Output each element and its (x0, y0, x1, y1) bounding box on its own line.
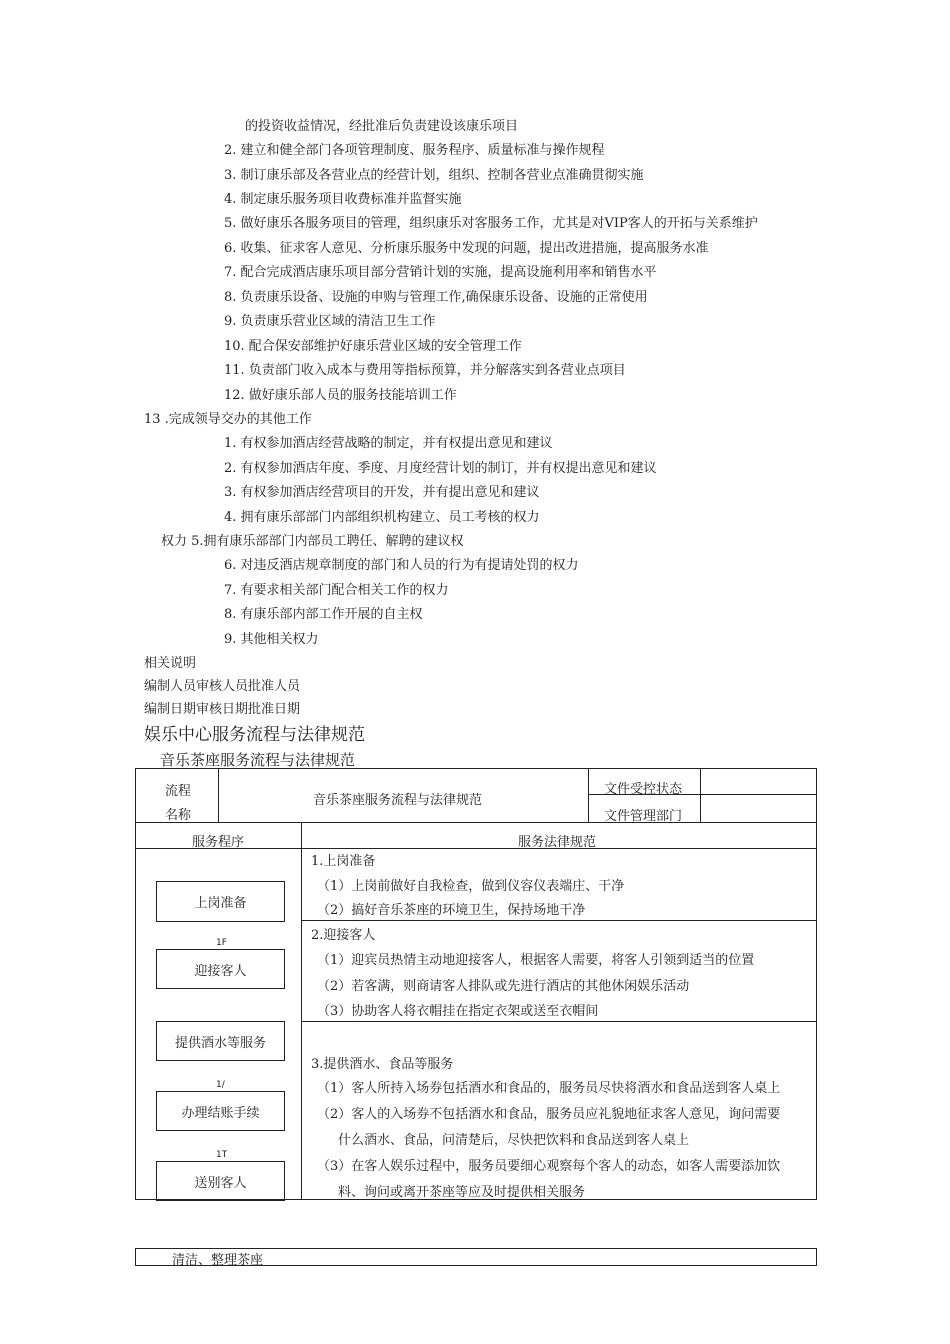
power-item: 1. 有权参加酒店经营战略的制定，并有权提出意见和建议 (224, 436, 553, 451)
table-divider (301, 920, 817, 921)
norm-item: 料、询问或离开茶座等应及时提供相关服务 (338, 1185, 586, 1200)
duty-item: 8. 负责康乐设备、设施的申购与管理工作,确保康乐设备、设施的正常使用 (224, 290, 648, 305)
flow-arrow-mark: 1F (216, 938, 227, 948)
main-title: 娱乐中心服务流程与法律规范 (144, 725, 365, 745)
flow-step-box (156, 1161, 285, 1201)
norm-item: （3）在客人娱乐过程中，服务员要细心观察每个客人的动态，如客人需要添加饮 (317, 1159, 781, 1174)
flow-step-label: 迎接客人 (194, 963, 247, 979)
norm-item: （1）上岗前做好自我检查，做到仪容仪表端庄、干净 (317, 879, 625, 894)
sign-row-dates: 编制日期审核日期批准日期 (144, 702, 301, 717)
flow-step-box (156, 949, 285, 989)
table-divider (301, 1021, 817, 1022)
duty-item-13: 13 .完成领导交办的其他工作 (144, 412, 312, 427)
sign-row-people: 编制人员审核人员批准人员 (144, 679, 301, 694)
related-notes: 相关说明 (144, 656, 197, 671)
flow-name: 音乐茶座服务流程与法律规范 (313, 793, 483, 808)
power-item-5: 权力 5.拥有康乐部部门内部员工聘任、解聘的建议权 (161, 534, 464, 549)
duty-item: 7. 配合完成酒店康乐项目部分营销计划的实施，提高设施利用率和销售水平 (224, 265, 657, 280)
duty-item: 6. 收集、征求客人意见、分析康乐服务中发现的问题，提出改进措施，提高服务水准 (224, 241, 709, 256)
sub-title: 音乐茶座服务流程与法律规范 (160, 751, 356, 769)
norm-item: （2）搞好音乐茶座的环境卫生，保持场地干净 (317, 903, 586, 918)
duty-item: 5. 做好康乐各服务项目的管理，组织康乐对客服务工作，尤其是对VIP客人的开拓与关系维护 (224, 216, 758, 231)
duty-item: 4. 制定康乐服务项目收费标准并监督实施 (224, 192, 462, 207)
duty-item: 11. 负责部门收入成本与费用等指标预算，并分解落实到各营业点项目 (224, 363, 626, 378)
norm-item: （1）客人所持入场券包括酒水和食品的，服务员尽快将酒水和食品送到客人桌上 (317, 1081, 781, 1096)
power-item: 9. 其他相关权力 (224, 632, 319, 647)
table-divider (700, 768, 701, 822)
flow-step-box (156, 881, 285, 922)
power-item: 8. 有康乐部内部工作开展的自主权 (224, 607, 423, 622)
table-divider (301, 822, 302, 1200)
flow-step-box (156, 1021, 285, 1061)
power-item: 4. 拥有康乐部部门内部组织机构建立、员工考核的权力 (224, 510, 540, 525)
flow-step-label: 办理结账手续 (181, 1105, 260, 1121)
duty-item: 3. 制订康乐部及各营业点的经营计划，组织、控制各营业点准确贯彻实施 (224, 168, 644, 183)
flow-label: 名称 (165, 808, 192, 823)
norm-section-title: 2.迎接客人 (311, 928, 376, 943)
norm-item: （2）客人的入场券不包括酒水和食品，服务员应礼貌地征求客人意见，询问需要 (317, 1107, 781, 1122)
norm-item: 什么酒水、食品，问清楚后，尽快把饮料和食品送到客人桌上 (338, 1133, 690, 1148)
duty-item: 12. 做好康乐部人员的服务技能培训工作 (224, 388, 457, 403)
norm-item: （1）迎宾员热情主动地迎接客人，根据客人需要，将客人引领到适当的位置 (317, 953, 755, 968)
duty-item: 2. 建立和健全部门各项管理制度、服务程序、质量标准与操作规程 (224, 143, 605, 158)
footer-cell-text: 清洁、整理茶座 (172, 1253, 264, 1268)
flow-step-box (156, 1091, 285, 1131)
norm-section-title: 3.提供酒水、食品等服务 (311, 1057, 454, 1072)
flow-label: 流程 (165, 784, 192, 799)
col-header-norms: 服务法律规范 (518, 835, 597, 850)
duty-item: 10. 配合保安部维护好康乐营业区域的安全管理工作 (224, 339, 522, 354)
power-item: 2. 有权参加酒店年度、季度、月度经营计划的制订，并有权提出意见和建议 (224, 461, 657, 476)
table-divider (218, 768, 219, 822)
norm-item: （2）若客满，则商请客人排队或先进行酒店的其他休闲娱乐活动 (317, 979, 690, 994)
power-item: 6. 对违反酒店规章制度的部门和人员的行为有提请处罚的权力 (224, 558, 579, 573)
power-item: 7. 有要求相关部门配合相关工作的权力 (224, 583, 449, 598)
duty-item: 9. 负责康乐营业区域的清洁卫生工作 (224, 314, 436, 329)
norm-item: （3）协助客人将衣帽挂在指定衣架或送至衣帽间 (317, 1004, 599, 1019)
col-header-procedure: 服务程序 (192, 835, 245, 850)
power-item: 3. 有权参加酒店经营项目的开发，并有提出意见和建议 (224, 485, 540, 500)
flow-arrow-mark: 1/ (216, 1080, 225, 1090)
control-status-label: 文件受控状态 (604, 782, 683, 797)
table-divider (588, 768, 589, 822)
flow-step-label: 上岗准备 (194, 896, 247, 911)
flow-step-label: 送别客人 (194, 1175, 247, 1191)
duty-intro-line: 的投资收益情况，经批准后负责建设该康乐项目 (245, 119, 519, 134)
flow-arrow-mark: 1T (216, 1150, 228, 1160)
table-divider (135, 822, 817, 823)
flow-step-label: 提供酒水等服务 (174, 1035, 266, 1051)
mgmt-dept-label: 文件管理部门 (604, 809, 683, 824)
norm-section-title: 1.上岗准备 (311, 854, 376, 869)
